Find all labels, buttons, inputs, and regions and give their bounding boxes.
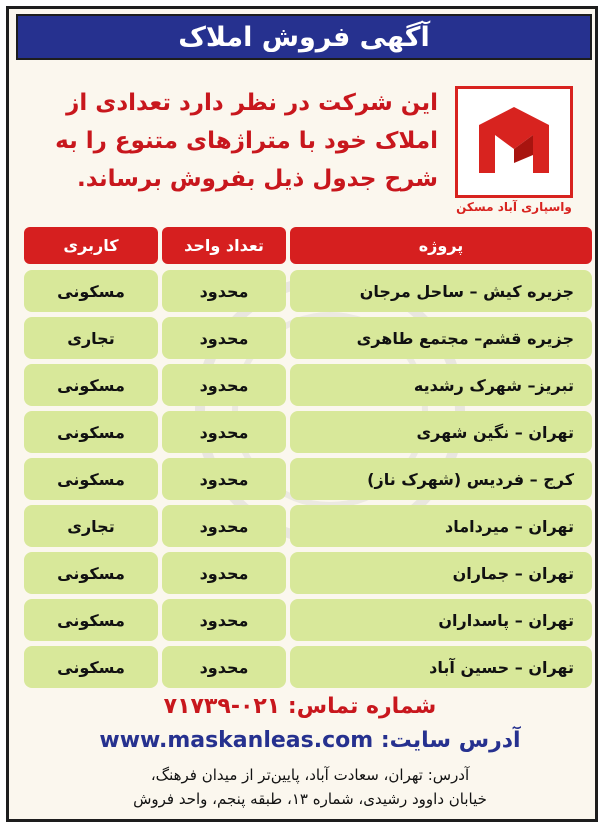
phone-line (150, 694, 450, 719)
table-row (20, 364, 592, 406)
units-cell: محدود (162, 364, 286, 406)
project-cell: تبریز– شهرک رشدیه (290, 364, 592, 406)
table-row (20, 552, 592, 594)
address-line: آدرس: تهران، سعادت آباد، پایین‌تر از میدان فرهنگ، (150, 766, 470, 784)
project-cell: تهران – حسین آباد (290, 646, 592, 688)
website-line (60, 728, 560, 753)
project-cell: تهران – نگین شهری (290, 411, 592, 453)
table-header (20, 227, 592, 264)
units-cell: محدود (162, 646, 286, 688)
table-row (20, 646, 592, 688)
address (30, 763, 590, 811)
page-title: آگهی فروش املاک (178, 21, 430, 53)
units-cell: محدود (162, 270, 286, 312)
table-row (20, 270, 592, 312)
project-cell: تهران – پاسداران (290, 599, 592, 641)
table-row (20, 505, 592, 547)
intro-line: این شرکت در نظر دارد تعدادی از (66, 90, 438, 116)
address-line: خیابان داوود رشیدی، شماره ۱۳، طبقه پنجم، واحد فروش (133, 790, 487, 808)
use-cell: مسکونی (24, 411, 158, 453)
use-cell: تجاری (24, 317, 158, 359)
project-cell: جزیره کیش – ساحل مرجان (290, 270, 592, 312)
units-cell: محدود (162, 599, 286, 641)
intro-text (18, 84, 438, 198)
use-cell: مسکونی (24, 458, 158, 500)
projects-table (20, 227, 592, 693)
logo (455, 86, 573, 198)
site-label: آدرس سایت: (380, 728, 521, 753)
use-cell: مسکونی (24, 552, 158, 594)
header-project: پروژه (290, 227, 592, 264)
project-cell: جزیره قشم– مجتمع طاهری (290, 317, 592, 359)
use-cell: مسکونی (24, 599, 158, 641)
project-cell: تهران – میرداماد (290, 505, 592, 547)
project-cell: کرج – فردیس (شهرک ناز) (290, 458, 592, 500)
intro-line: املاک خود با متراژهای متنوع را به (55, 128, 438, 154)
table-row (20, 599, 592, 641)
intro-line: شرح جدول ذیل بفروش برساند. (76, 166, 438, 192)
project-cell: تهران – جماران (290, 552, 592, 594)
units-cell: محدود (162, 411, 286, 453)
use-cell: مسکونی (24, 270, 158, 312)
table-row (20, 411, 592, 453)
use-cell: تجاری (24, 505, 158, 547)
table-row (20, 317, 592, 359)
phone-number[interactable]: ۰۲۱-۷۱۷۳۹ (163, 694, 281, 719)
use-cell: مسکونی (24, 364, 158, 406)
header-use: کاربری (24, 227, 158, 264)
header-units: تعداد واحد (162, 227, 286, 264)
units-cell: محدود (162, 505, 286, 547)
use-cell: مسکونی (24, 646, 158, 688)
units-cell: محدود (162, 317, 286, 359)
title-banner (16, 14, 592, 60)
site-url-link[interactable]: www.maskanleas.com (99, 728, 374, 753)
phone-label: شماره تماس: (287, 694, 437, 719)
logo-caption: واسپاری آباد مسکن (456, 200, 572, 214)
units-cell: محدود (162, 458, 286, 500)
table-row (20, 458, 592, 500)
maskan-logo-icon (471, 103, 557, 181)
units-cell: محدود (162, 552, 286, 594)
